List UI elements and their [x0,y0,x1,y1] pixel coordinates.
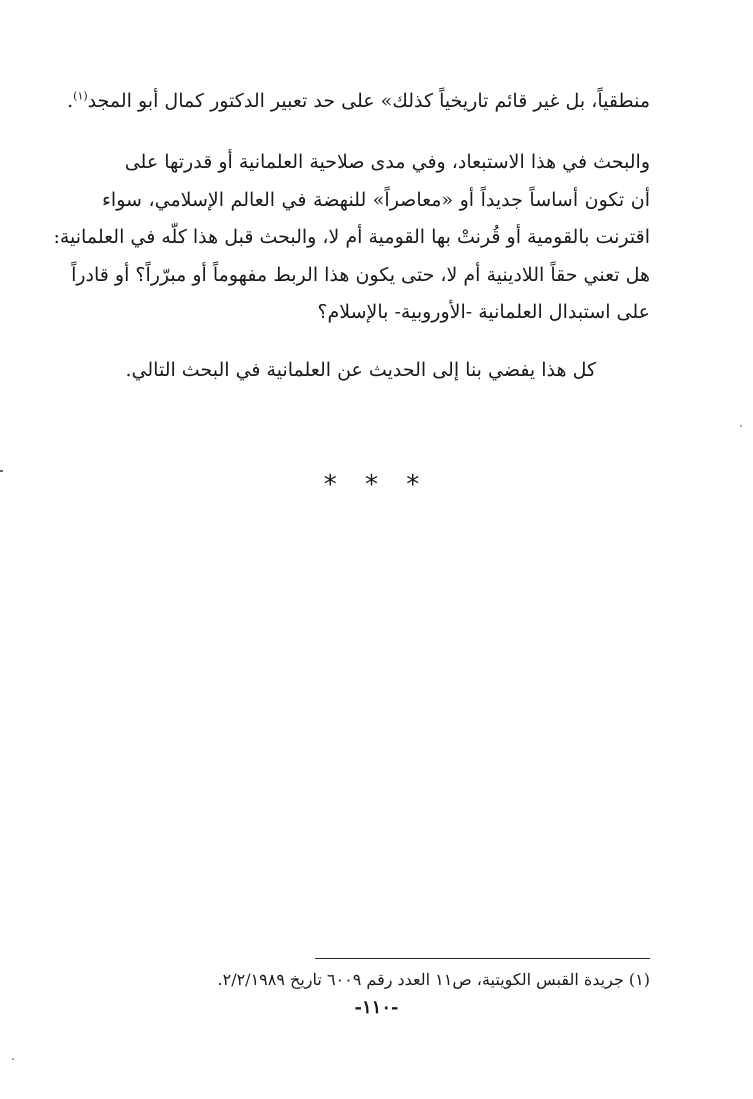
paragraph-1-text: منطقياً، بل غير قائم تاريخياً كذلك» على حد تعبير الدكتور كمال أبو المجد [87,90,650,112]
footnote-reference: (١) [73,89,88,103]
footnote-separator [315,958,650,959]
footnote: (١) جريدة القبس الكويتية، ص١١ العدد رقم ٦٠٠٩ تاريخ ٢/٢/١٩٨٩. [217,970,650,989]
paragraph-2-line-1: والبحث في هذا الاستبعاد، وفي مدى صلاحية العلمانية أو قدرتها على [124,151,650,173]
section-break-asterisks: * * * [323,470,430,500]
scan-speck [12,1058,14,1060]
paragraph-2-line-3: اقترنت بالقومية أو قُرنتْ بها القومية أم لا، والبحث قبل هذا كلّه في العلمانية: [53,226,650,248]
paragraph-1-end: . [67,90,74,112]
paragraph-2-line-4: هل تعني حقاً اللادينية أم لا، حتى يكون هذا الربط مفهوماً أو مبرّراً؟ أو قادراً [71,264,650,286]
paragraph-3-line-1: كل هذا يفضي بنا إلى الحديث عن العلمانية في البحث التالي. [125,359,596,381]
paragraph-1-line-1 [67,86,650,116]
scan-speck [740,425,742,427]
page-number: -١١٠- [354,997,399,1018]
paragraph-2-line-5: على استبدال العلمانية -الأوروبية- بالإسلام؟ [317,301,650,323]
paragraph-2-line-2: أن تكون أساساً جديداً أو «معاصراً» للنهضة في العالم الإسلامي، سواء [102,189,650,211]
